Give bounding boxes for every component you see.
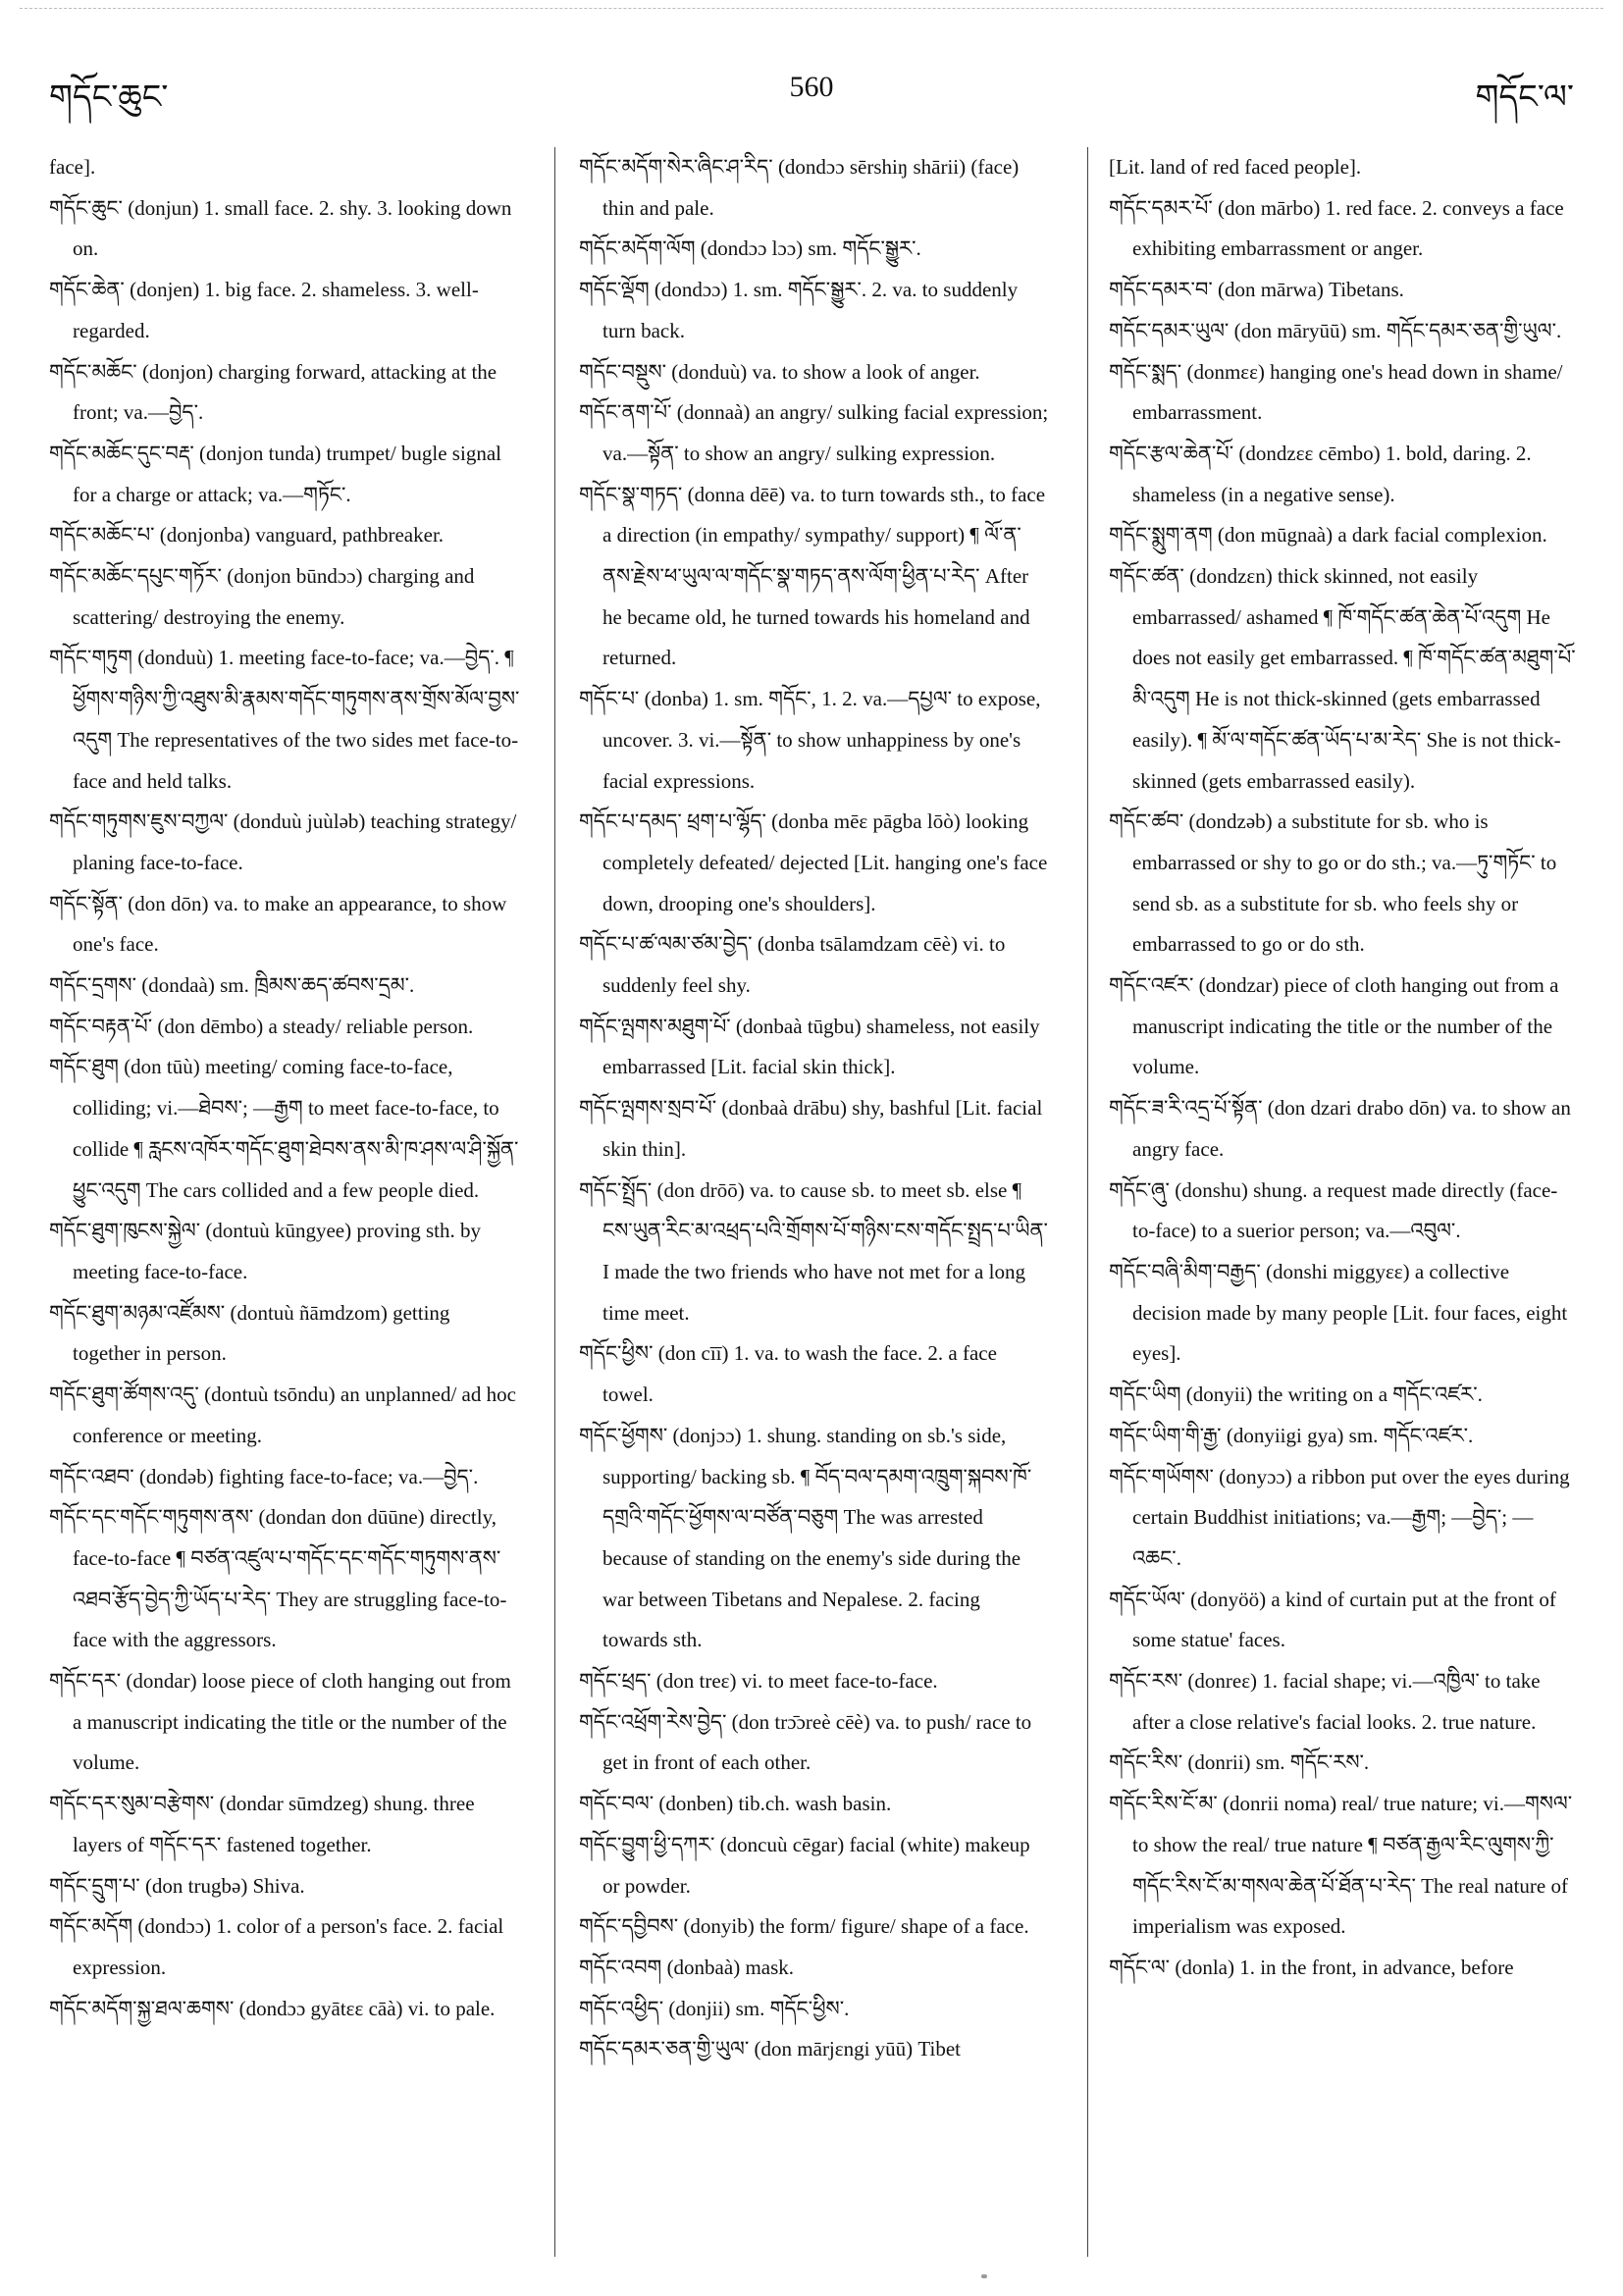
dictionary-entry: གདོང་དམར་ཅན་གྱི་ཡུལ་ (don mārjεngi yūū) Tibet — [579, 2037, 961, 2061]
dictionary-entry: [Lit. land of red faced people]. — [1109, 155, 1362, 179]
dictionary-entry: གདོང་མདོག་སེར་ཞིང་ཤ་རིད་ (dondɔɔ sērshiŋ shārii) (face) thin and pale. — [579, 155, 1020, 220]
dictionary-entry: གདོང་ནག་པོ་ (donnaà) an angry/ sulking facial expression; va.—སྟོན་ to show an angry/ sulking expression. — [579, 400, 1049, 465]
left-running-head: གདོང་ཆུང་ — [49, 79, 169, 116]
dictionary-entry: གདོང་སྤྲོད་ (don drōō) va. to cause sb. to meet sb. else ¶ ངས་ཡུན་རིང་མ་འཕྲད་པའི་གྲོགས་པོ་གཉིས་ངས་གདོང་སྤྲད་པ་ཡིན་ I made the two friends who have not met for a long time meet. — [579, 1177, 1048, 1325]
scan-edge-line — [20, 8, 1603, 9]
dictionary-entry: གདོང་དམར་པོ་ (don mārbo) 1. red face. 2. conveys a face exhibiting embarrassment or anger. — [1109, 195, 1564, 261]
dictionary-entry: གདོང་དྲུག་པ་ (don trugbə) Shiva. — [49, 1873, 305, 1898]
right-running-head: གདོང་ལ་ — [1475, 79, 1574, 116]
dictionary-entry: གདོང་ཕྲད་ (don treε) vi. to meet face-to-face. — [579, 1669, 938, 1694]
dictionary-entry: གདོང་ཡོལ་ (donyöö) a kind of curtain put at the front of some statue' faces. — [1109, 1587, 1556, 1652]
dictionary-entry: གདོང་ཞུ་ (donshu) shung. a request made directly (face-to-face) to a suerior person; va.—འབུལ་. — [1109, 1177, 1558, 1243]
dictionary-entry: གདོང་ལྡོག (dondɔɔ) 1. sm. གདོང་སྒྱུར་. 2. va. to suddenly turn back. — [579, 278, 1019, 342]
dictionary-entry: གདོང་བྱུག་ཕྱི་དཀར་ (doncuù cēgar) facial (white) makeup or powder. — [579, 1832, 1030, 1898]
dictionary-entry: གདོང་ཟ་རི་འདྲ་པོ་སྟོན་ (don dzari drabo dōn) va. to show an angry face. — [1109, 1096, 1571, 1161]
dictionary-entry: གདོང་ལྤགས་མཐུག་པོ་ (donbaà tūgbu) shameless, not easily embarrassed [Lit. facial skin thick]. — [579, 1014, 1040, 1079]
dictionary-entry: གདོང་མཆོང་དཔུང་གཏོར་ (donjon būndɔɔ) charging and scattering/ destroying the enemy. — [49, 564, 475, 629]
dictionary-entry: གདོང་འཕྱིད་ (donjii) sm. གདོང་ཕྱིས་. — [579, 1996, 850, 2020]
dictionary-entry: གདོང་ཐུག་མཉམ་འཛོམས་ (dontuù ñāmdzom) getting together in person. — [49, 1300, 450, 1366]
dictionary-entry: གདོང་རིས་ (donrii) sm. གདོང་རས་. — [1109, 1750, 1370, 1775]
dictionary-entry: གདོང་མདོག་སྐྱ་ཐལ་ཆགས་ (dondɔɔ gyātεε cāà) vi. to pale. — [49, 1996, 496, 2020]
dictionary-entry: གདོང་པ་ཚ་ལམ་ཙམ་བྱེད་ (donba tsālamdzam cēè) vi. to suddenly feel shy. — [579, 932, 1006, 998]
dictionary-entry: གདོང་གཏུག (donduù) 1. meeting face-to-face; va.—བྱེད་. ¶ ཕྱོགས་གཉིས་ཀྱི་འཐུས་མི་རྣམས་གདོང་གཏུགས་ནས་གྲོས་མོལ་བྱས་འདུག The representatives of the two sides met face-to-face and held talks. — [49, 646, 520, 793]
dictionary-entry: གདོང་ཡིག (donyii) the writing on a གདོང་འཛར་. — [1109, 1383, 1483, 1407]
dictionary-entry: གདོང་ཕྱིས་ (don cīī) 1. va. to wash the face. 2. a face towel. — [579, 1341, 997, 1407]
dictionary-entry: གདོང་འཕྲོག་རེས་བྱེད་ (don trɔ̄ɔreè cēè) va. to push/ race to get in front of each other. — [579, 1709, 1032, 1775]
dictionary-entry: གདོང་དམར་ཡུལ་ (don māryūū) sm. གདོང་དམར་ཅན་གྱི་ཡུལ་. — [1109, 318, 1562, 342]
dictionary-entry: གདོང་རས་ (donreε) 1. facial shape; vi.—འཁྱིལ་ to take after a close relative's facial looks. 2. true nature. — [1109, 1669, 1541, 1734]
dictionary-entry: གདོང་སྨུག་ནག (don mūgnaà) a dark facial complexion. — [1109, 523, 1547, 548]
dictionary-entry: གདོང་ལྤགས་སྲབ་པོ་ (donbaà drābu) shy, bashful [Lit. facial skin thin]. — [579, 1096, 1043, 1161]
dictionary-entry: གདོང་ཕྱོགས་ (donjɔɔ) 1. shung. standing on sb.'s side, supporting/ backing sb. ¶ བོད་བལ་དམག་འཁྲུག་སྐབས་ཁོ་དགྲའི་གདོང་ཕྱོགས་ལ་བཙོན་བཅུག The was arrested because of standing on the enemy's side during the war between Tibetans and Nepalese. 2. facing towards sth. — [579, 1423, 1032, 1652]
dictionary-entry: གདོང་སྨད་ (donmεε) hanging one's head down in shame/ embarrassment. — [1109, 359, 1563, 425]
dictionary-entry: གདོང་ཆེན་ (donjen) 1. big face. 2. shameless. 3. well-regarded. — [49, 278, 479, 342]
dictionary-entry: གདོང་འབག (donbaà) mask. — [579, 1955, 795, 1979]
dictionary-entry: གདོང་འཛར་ (dondzar) piece of cloth hanging out from a manuscript indicating the title or the number of the volume. — [1109, 973, 1559, 1079]
dictionary-entry: གདོང་མཆོང་པ་ (donjonba) vanguard, pathbreaker. — [49, 523, 445, 548]
dictionary-column-1 — [49, 147, 520, 2029]
dictionary-entry: གདོང་བལ་ (donben) tib.ch. wash basin. — [579, 1792, 892, 1816]
dictionary-column-3 — [1109, 147, 1580, 1989]
dictionary-entry: གདོང་ཐུག་ཚོགས་འདུ་ (dontuù tsōndu) an unplanned/ ad hoc conference or meeting. — [49, 1383, 516, 1447]
dictionary-entry: གདོང་སྟོན་ (don dōn) va. to make an appearance, to show one's face. — [49, 891, 507, 957]
dictionary-entry: གདོང་གཏུགས་ཇུས་བཀྱལ་ (donduù juùləb) teaching strategy/ planing face-to-face. — [49, 809, 517, 874]
page-number: 560 — [789, 71, 834, 103]
scan-speck — [981, 2274, 987, 2278]
dictionary-entry: གདོང་རིས་ངོ་མ་ (donrii noma) real/ true nature; vi.—གསལ་ to show the real/ true nature ¶ བཙན་རྒྱལ་རིང་ལུགས་ཀྱི་གདོང་རིས་ངོ་མ་གསལ་ཆེན་པོ་ཐོན་པ་རེད་ The real nature of imperialism was exposed. — [1109, 1792, 1573, 1939]
dictionary-entry: གདོང་མདོག་ལོག (dondɔɔ lɔɔ) sm. གདོང་སྒྱུར་. — [579, 236, 921, 261]
dictionary-entry: གདོང་འཐབ་ (dondəb) fighting face-to-face; va.—བྱེད་. — [49, 1464, 479, 1488]
dictionary-entry: གདོང་ཐུག (don tūù) meeting/ coming face-to-face, colliding; vi.—ཐེབས་; —རྒྱག to meet face-to-face, to collide ¶ རླངས་འཁོར་གདོང་ཐུག་ཐེབས་ནས་མི་ཁ་ཤས་ལ་ཤི་སྐྱོན་ཕྱུང་འདུག The cars collided and a few people died. — [49, 1055, 519, 1202]
dictionary-entry: face]. — [49, 155, 96, 179]
dictionary-entry: གདོང་ཡིག་གི་རྒྱ་ (donyiigi gya) sm. གདོང་འཛར་. — [1109, 1423, 1474, 1447]
dictionary-entry: གདོང་སྣ་གཏད་ (donna dēē) va. to turn towards sth., to face a direction (in empathy/ sympathy/ support) ¶ ལོ་ན་ནས་རྗེས་ཕ་ཡུལ་ལ་གདོང་སྣ་གཏད་ནས་ལོག་ཕྱིན་པ་རེད་ After he became old, he turned towards his homeland and returned. — [579, 482, 1046, 670]
dictionary-entry: གདོང་རྩལ་ཆེན་པོ་ (dondzεε cēmbo) 1. bold, daring. 2. shameless (in a negative sense). — [1109, 441, 1532, 506]
dictionary-entry: གདོང་པ་དམད་ ཕྲག་པ་ལྷོད་ (donba mēε pāgba lōò) looking completely defeated/ dejected [Lit. hanging one's face down, drooping one's shoulders]. — [579, 809, 1048, 915]
dictionary-entry: གདོང་དར་སུམ་བརྩེགས་ (dondar sūmdzeg) shung. three layers of གདོང་དར་ fastened together. — [49, 1792, 475, 1856]
dictionary-entry: གདོང་དྲགས་ (dondaà) sm. ཁྲིམས་ཆད་ཚབས་དྲམ་. — [49, 973, 415, 998]
column-divider — [554, 147, 555, 2257]
dictionary-entry: གདོང་མཆོང་དུང་བརྡ་ (donjon tunda) trumpet/ bugle signal for a charge or attack; va.—གཏོང་. — [49, 441, 501, 506]
dictionary-column-2 — [579, 147, 1050, 2070]
dictionary-entry: གདོང་དང་གདོང་གཏུགས་ནས་ (dondan don dūūne) directly, face-to-face ¶ བཙན་འཛུལ་པ་གདོང་དང་གདོང་གཏུགས་ནས་འཐབ་རྩོད་བྱེད་ཀྱི་ཡོད་པ་རེད་ They are struggling face-to-face with the aggressors. — [49, 1505, 507, 1652]
dictionary-entry: གདོང་པ་ (donba) 1. sm. གདོང་, 1. 2. va.—དཔྱལ་ to expose, uncover. 3. vi.—སྟོན་ to show unhappiness by one's facial expressions. — [579, 687, 1041, 793]
dictionary-entry: གདོང་ཚབ་ (dondzəb) a substitute for sb. who is embarrassed or shy to go or do sth.; va.—ཏུ་གཏོང་ to send sb. as a substitute for sb. who feels shy or embarrassed to go or do sth. — [1109, 809, 1557, 957]
dictionary-entry: གདོང་ཆུང་ (donjun) 1. small face. 2. shy. 3. looking down on. — [49, 195, 512, 261]
dictionary-entry: གདོང་ཐུག་ཁུངས་སྐྱེལ་ (dontuù kūngyee) proving sth. by meeting face-to-face. — [49, 1219, 481, 1283]
dictionary-entry: གདོང་ལ་ (donla) 1. in the front, in advance, before — [1109, 1955, 1514, 1979]
column-divider — [1087, 147, 1088, 2257]
dictionary-entry: གདོང་དབྱིབས་ (donyib) the form/ figure/ shape of a face. — [579, 1914, 1029, 1939]
dictionary-entry: གདོང་མདོག (dondɔɔ) 1. color of a person's face. 2. facial expression. — [49, 1914, 504, 1979]
dictionary-entry: གདོང་མཆོང་ (donjon) charging forward, attacking at the front; va.—བྱེད་. — [49, 359, 497, 425]
dictionary-entry: གདོང་གཡོགས་ (donyɔɔ) a ribbon put over the eyes during certain Buddhist initiations; va.—རྒྱག; —བྱེད་; —འཆང་. — [1109, 1464, 1570, 1570]
dictionary-entry: གདོང་བརྟན་པོ་ (don dēmbo) a steady/ reliable person. — [49, 1014, 474, 1038]
dictionary-entry: གདོང་ཚན་ (dondzεn) thick skinned, not easily embarrassed/ ashamed ¶ ཁོ་གདོང་ཚན་ཆེན་པོ་འདུག He does not easily get embarrassed. ¶ ཁོ་གདོང་ཚན་མཐུག་པོ་མི་འདུག He is not thick-skinned (gets embarrassed easily). ¶ མོ་ལ་གདོང་ཚན་ཡོད་པ་མ་རེད་ She is not thick-skinned (gets embarrassed easily). — [1109, 564, 1576, 793]
dictionary-entry: གདོང་བསྡུས་ (donduù) va. to show a look of anger. — [579, 359, 980, 384]
dictionary-entry: གདོང་བཞི་མིག་བརྒྱད་ (donshi miggyεε) a collective decision made by many people [Lit. four faces, eight eyes]. — [1109, 1259, 1568, 1366]
dictionary-entry: གདོང་དར་ (dondar) loose piece of cloth hanging out from a manuscript indicating the title or the number of the volume. — [49, 1669, 511, 1775]
dictionary-entry: གདོང་དམར་བ་ (don mārwa) Tibetans. — [1109, 278, 1404, 302]
